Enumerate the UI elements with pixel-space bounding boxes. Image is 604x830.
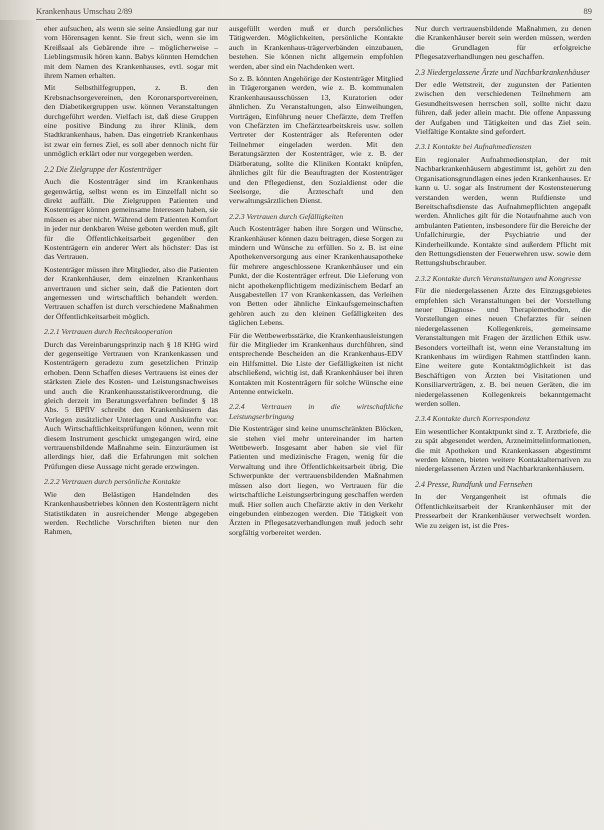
paragraph: Mit Selbsthilfegruppen, z. B. den Krebsnachsorgevereinen, den Koronarsportvereinen, den Diabetikergruppen usw. können Veranstaltungen durchgeführt werden. Vielfach ist, daß diese Gruppen eine positive Bindung zu ihrer Klinik, dem Stadtkrankenhaus, haben. Das eingetrieb Krankenhaus ist zwar ein fernes Ziel, es soll aber dennoch nicht für unmöglich erklärt oder nur vorgegeben werden.: [44, 83, 218, 159]
text-column-1: [44, 24, 218, 540]
paragraph: eher aufsuchen, als wenn sie seine Ansiedlung gar nur vom Hörensagen kennt. Sie freut sich, wenn sie im Kreißsaal als Gebärende ihre – möglicherweise – Lieblingsmusik hören kann. Babys könnten Hemdchen mit dem Namen des Krankenhauses, evtl. sogar mit ihrem Namen erhalten.: [44, 24, 218, 81]
section-heading: 2.4 Presse, Rundfunk und Fernsehen: [415, 479, 533, 489]
paragraph: Ein regionaler Aufnahmedienstplan, der mit Nachbarkrankenhäusern abgestimmt ist, gehört zu den Organisationsgrundlagen eines jeden Krankenhauses. Er kann u. U. sogar als Instrument der Kostensteuerung verstanden werden, wenn Rufdienste und Bereitschaftsdienste das Aufnahmepflichten angepaßt werden. Ähnliches gilt für die Notaufnahme auch von ambulanten Patienten, insbesondere für die Bereiche der Unfallchirurgie, der Psychiatrie und der Kinderheilkunde. Kontakte sind außerdem Pflicht mit den Rettungsdiensten der Feuerwehren usw. sowie dem Rettungshubschrauber.: [415, 154, 592, 268]
paragraph: Nur durch vertrauensbildende Maßnahmen, zu denen die Krankenhäuser bereit sein werden müssen, werden die Grundlagen für erfolgreiche Pflegesatzverhandlungen neu geschaffen.: [415, 24, 591, 62]
text-column-2: [229, 24, 403, 540]
section-heading: 2.2 Die Zielgruppe der Kostenträger: [44, 164, 162, 174]
paragraph: Durch das Vereinbarungsprinzip nach § 18 KHG wird der gegenseitige Vertrauen von Krankenkassen und Kostenträgern geradezu zum gesetzlichen Prinzip erhoben. Denn Schaffen dieses Vertrauens ist eines der stärksten Ziele des Kosten- und Leistungsnachweises und auch die Krankenhausstatistikverordnung, die gleich derzeit im Beratungsverfahren befindet § 18 Abs. 5 BPflV schreibt den Krankenhäusern das Vorlegen zusätzlicher Unterlagen und Auskünfte vor. Auch Wirtschaftlichkeitsprüfungen können, wenn mit diesem Instrument geschickt umgegangen wird, eine vertrauensbildende Maßnahme sein. Einzuräumen ist allerdings hier, daß die Erfahrungen mit solchen Prüfungen diese Aussage nicht gerade erzwingen.: [44, 339, 218, 471]
paragraph: In der Vergangenheit ist oftmals die Öffentlichkeitsarbeit der Krankenhäuser mit der Pressearbeit der Krankenhäuser verwechselt worden. Wie zu zeigen ist, ist die Pres-: [415, 492, 591, 530]
paragraph: Auch die Kostenträger sind im Krankenhaus gegenwärtig, selbst wenn es im Einzelfall nicht so direkt auffällt. Die Zielgruppen Patienten und Kostenträger können gemeinsame Interessen haben, sie müssen es aber nicht. Während dem Patienten Komfort in jeder nur denkbaren Weise geboten werden muß, gilt für die Öffentlichkeitsarbeit gegenüber den Kostenträgern ein anderer Wert als höchster: Das ist das Vertrauen.: [44, 177, 218, 262]
paragraph: Ein wesentlicher Kontaktpunkt sind z. T. Arztbriefe, die zu spät abgesendet werden, Arzneimittelinformationen, die mit Apotheken und Krankenkassen abgestimmt werden können, bieten weitere Kontaktalternativen zu niedergelassenen Ärzten und Nachbarkrankenhäusern.: [415, 426, 591, 474]
subsection-heading: 2.3.1 Kontakte bei Aufnahmediensten: [415, 142, 532, 152]
paragraph: Der edle Wettstreit, der zugunsten der Patienten zwischen den verschiedenen Teilnehmern am Gesundheitswesen herrschen soll, sollte nicht dazu führen, daß jeder allein macht. Die offene Anpassung der Aufgaben und Tätigkeiten und das Ziel sein. Vielfältige Kontakte sind gefordert.: [415, 80, 591, 137]
paragraph: Auch Kostenträger haben ihre Sorgen und Wünsche, Krankenhäuser können dazu beitragen, diese Sorgen zu mindern und Wünsche zu erfüllen. So z. B. ist eine Apothekenversorgung aus einer Krankenhausapotheke für mehrere angeschlossene Krankenhäuser und ein Punkt, der die Kostenträger erfreut. Die Lieferung von nicht apothekenpflichtigem medizinischem Bedarf an Ausgabestellen 17 von Krankenkassen, das Verleihen von Betten oder ähnliche Einkaufsgemeinschaften gehören auch zu den kleinen Gefälligkeiten des täglichen Lebens.: [229, 224, 403, 328]
text-column-3: [415, 24, 591, 533]
running-head-left: [36, 6, 132, 16]
running-head: [36, 6, 592, 20]
header-rule: [36, 19, 592, 20]
journal-title: Krankenhaus Umschau 2/89: [36, 6, 133, 16]
binding-shadow: [0, 20, 40, 830]
paragraph: Die Kostenträger sind keine unumschränkten Blöcken, sie stehen viel mehr untereinander im harten Wettbewerb. Insgesamt aber haben sie viel für Patienten und medizinische Fragen, wenig für die Verwaltung und ihre Öffentlichkeitsarbeit übrig. Die Schwerpunkte der vertrauensbildenden Maßnahmen müssen also dort liegen, wo Vertrauen für die wirtschaftliche Leistungserbringung geschaffen werden muß. Hier sollen auch Chefärzte aktiv in den Verkehr eingebunden einbezogen werden. Die Tätigkeit von Ärzten in Pflegesatzverhandlungen muß jedoch sehr sorgfältig vorbereitet werden.: [229, 424, 403, 537]
paragraph: Für die Wettbewerbsstärke, die Krankenhausleistungen für die Mitglieder im Krankenhaus durchführen, sind entsprechende Bescheiden an die Krankenhaus-EDV ein Hilfsmittel. Die Liste der Gefälligkeiten ist nicht abschließend, wichtig ist, daß Krankenhäuser bei ihren Kontakten mit Kostenträgern für solche Wünsche eine Antenne entwickeln.: [229, 330, 403, 397]
subsection-heading: 2.3.2 Kontakte durch Veranstaltungen und Kongresse: [415, 273, 582, 283]
paragraph: ausgefüllt werden muß er durch persönliches Tätigwerden. Möglichkeiten, persönliche Kontakte auch in Krankenhaus-trägerverbänden einzubauen, bestehen. Sie können nicht allgemein empfohlen werden, aber sind ein Nachdenken wert.: [229, 24, 403, 71]
paragraph: Für die niedergelassenen Ärzte des Einzugsgebietes empfehlen sich Veranstaltungen bei der Vorstellung neuer Diagnose- und Therapiemethoden, die Vorstellungen eines neuen Chefarztes für seinen niedergelassenen Kollegenkreis, gemeinsame Veranstaltungen mit Fragen der ärztlichen Ethik usw. Besonders vorteilhaft ist, wenn eine Veranstaltung im Krankenhaus im würdigen Rahmen stattfinden kann. Eine weitere gute Kontaktmöglichkeit ist das Beschäftigen von Ärzten bei Visitationen und Konsiliarverträgen, z. B. bei neuen Geräten, die im niedergelassenen Kollegenkreis bekanntgemacht werden sollen.: [415, 286, 591, 409]
paragraph: Kostenträger müssen ihre Mitglieder, also die Patienten der Krankenhäuser, dem einzelnen Krankenhaus anvertrauen und sicher sein, daß die Patienten dort angemessen und wirtschaftlich behandelt werden. Vertrauen schaffen ist durch verschiedene Maßnahmen der Öffentlichkeitsarbeit möglich.: [44, 264, 218, 321]
paragraph: Wie den Belästigen Handelnden des Krankenhausbetriebes können den Kostenträgern nicht Statistikdaten in ausreichender Menge abgegeben werden. Rechtliche Vorschriften bieten nur den Rahmen,: [44, 489, 218, 537]
subsection-heading: 2.2.4 Vertrauen in die wirtschaftliche Leistungserbringung: [229, 402, 403, 421]
paragraph: So z. B. könnten Angehörige der Kostenträger Mitglied in Trägerorganen werden, wie z. B. kommunalen Krankenhausausschüssen 13, Kuratorien oder ähnlichen. Zu Veranstaltungen, also Einweihungen, Vorträgen, Einführung neuer Chefärzte, dem Treffen von Chefärzten im Chefärztearbeitskreis usw. sollen Vertreter der Kostenträger als Referenten oder Teilnehmer eingeladen werden. Mit den Beratungsärzten der Kostenträger, wie z. B. der Diätberatung, sollte die Kliniken Kontakt knüpfen, ähnliches gilt für die Beauftragten der Kostenträger und den Pflegedienst, den Sozialdienst oder die Seelsorge, die Ärzteschaft und den verwaltungsärztlichen Dienst.: [229, 74, 403, 206]
subsection-heading: 2.3.4 Kontakte durch Korrespondenz: [415, 414, 530, 424]
section-heading: 2.3 Niedergelassene Ärzte und Nachbarkrankenhäuser: [415, 67, 591, 77]
subsection-heading: 2.2.3 Vertrauen durch Gefälligkeiten: [229, 211, 344, 221]
page-number: 89: [583, 6, 592, 16]
subsection-heading: 2.2.1 Vertrauen durch Rechtskooperation: [44, 327, 173, 337]
subsection-heading: 2.2.2 Vertrauen durch persönliche Kontakte: [44, 477, 181, 487]
